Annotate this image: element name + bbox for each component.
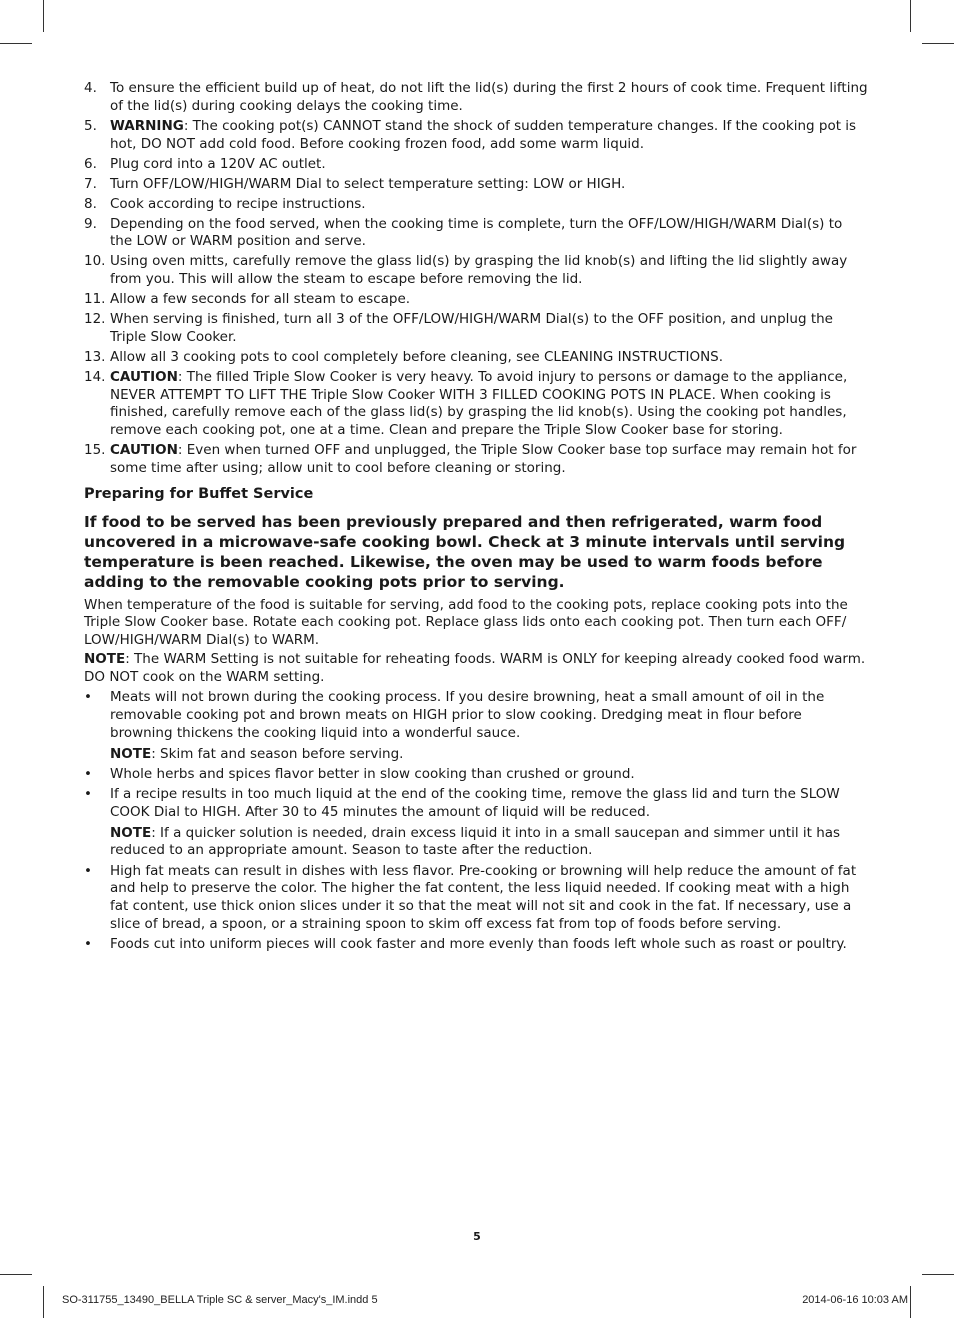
step-number: 13. <box>84 348 106 365</box>
tip-item <box>84 786 868 860</box>
buffet-section-heading: Preparing for Buffet Service <box>84 485 314 502</box>
step-item <box>84 349 868 367</box>
tip-item <box>84 936 868 954</box>
crop-mark-bottom-right-vertical <box>910 1286 911 1318</box>
step-number: 5. <box>84 117 97 134</box>
step-number: 9. <box>84 215 97 232</box>
crop-mark-top-right-horizontal <box>922 43 954 44</box>
crop-mark-top-left-horizontal <box>0 43 32 44</box>
crop-mark-bottom-left-vertical <box>43 1286 44 1318</box>
step-text: Cook according to recipe instructions. <box>110 195 366 212</box>
tip-text: Meats will not brown during the cooking process. If you desire browning, heat a small amount of oil in the removable cooking pot and brown meats on HIGH prior to slow cooking. Dredging meat in flour before browning thickens the cooking liquid into a wonderful sauce. <box>110 689 825 741</box>
step-item <box>84 176 868 194</box>
tip-item <box>84 863 868 934</box>
note-label: NOTE <box>110 824 152 841</box>
bullet-marker: • <box>84 765 92 782</box>
step-text: Turn OFF/LOW/HIGH/WARM Dial to select temperature setting: LOW or HIGH. <box>110 175 626 192</box>
step-text: Allow a few seconds for all steam to escape. <box>110 291 411 308</box>
tip-note <box>110 825 868 861</box>
step-text: To ensure the efficient build up of heat, do not lift the lid(s) during the first 2 hours of cook time. Frequent lifting of the lid(s) during cooking delays the cooking time. <box>110 80 868 114</box>
step-item <box>84 118 868 154</box>
tip-note <box>110 746 868 764</box>
step-item <box>84 156 868 174</box>
step-text: Depending on the food served, when the cooking time is complete, turn the OFF/LOW/HIGH/WARM Dial(s) to the LOW or WARM position and serve. <box>110 215 843 250</box>
step-item <box>84 442 868 478</box>
note-label: NOTE <box>84 651 126 668</box>
bullet-marker: • <box>84 862 92 879</box>
crop-mark-bottom-left-horizontal <box>0 1274 32 1275</box>
bullet-marker: • <box>84 689 92 706</box>
step-text: : The filled Triple Slow Cooker is very heavy. To avoid injury to persons or damage to the appliance, NEVER ATTEMPT TO LIFT THE Triple Slow Cooker WITH 3 FILLED COOKING POTS IN PLACE. When cooking is finished, carefully remove each of the glass lid(s) by grasping the lid knob(s). Using the cooking pot handles, remove each cooking pot, one at a time. Clean and prepare the Triple Slow Cooker base for storing. <box>110 368 848 439</box>
step-number: 4. <box>84 80 97 96</box>
step-text: : The cooking pot(s) CANNOT stand the shock of sudden temperature changes. If the cooking pot is hot, DO NOT add cold food. Before cooking frozen food, add some warm liquid. <box>110 117 857 152</box>
step-number: 10. <box>84 253 106 270</box>
buffet-paragraph: When temperature of the food is suitable for serving, add food to the cooking pots, replace cooking pots into the Triple Slow Cooker base. Rotate each cooking pot. Replace glass lids onto each cooking pot. Then turn each OFF/ LOW/HIGH/WARM Dial(s) to WARM. <box>84 596 848 648</box>
note-label: NOTE <box>110 745 152 762</box>
crop-mark-top-left-vertical <box>43 0 44 32</box>
tip-text: Foods cut into uniform pieces will cook faster and more evenly than foods left whole such as roast or poultry. <box>110 936 847 953</box>
page-content <box>84 80 868 956</box>
bullet-marker: • <box>84 786 92 803</box>
step-item <box>84 216 868 252</box>
buffet-note <box>84 651 868 686</box>
slug-timestamp: 2014-06-16 10:03 AM <box>802 1294 908 1306</box>
step-text: Allow all 3 cooking pots to cool completely before cleaning, see CLEANING INSTRUCTIONS. <box>110 348 724 365</box>
note-text: : If a quicker solution is needed, drain excess liquid it into in a small saucepan and simmer until it has reduced to an appropriate amount. Season to taste after the reduction. <box>110 824 841 859</box>
step-number: 12. <box>84 311 106 328</box>
tip-text: High fat meats can result in dishes with less flavor. Pre-cooking or browning will help reduce the amount of fat and help to preserve the color. The higher the fat content, the less liquid needed. If cooking meat with a high fat content, use thick onion slices under it so that the meat will not sit and cook in the fat. If necessary, use a slice of bread, a spoon, or a straining spoon to skim off excess fat from top of foods before serving. <box>110 862 857 933</box>
step-item <box>84 311 868 347</box>
tips-bullet-list <box>84 689 868 954</box>
crop-mark-bottom-right-horizontal <box>922 1274 954 1275</box>
tip-item <box>84 766 868 784</box>
step-number: 15. <box>84 442 106 459</box>
tip-text: Whole herbs and spices flavor better in slow cooking than crushed or ground. <box>110 765 635 782</box>
step-item <box>84 253 868 289</box>
bullet-marker: • <box>84 936 92 953</box>
step-text: When serving is finished, turn all 3 of the OFF/LOW/HIGH/WARM Dial(s) to the OFF position, and unplug the Triple Slow Cooker. <box>110 311 833 345</box>
buffet-intro: If food to be served has been previously prepared and then refrigerated, warm food uncovered in a microwave-safe cooking bowl. Check at 3 minute intervals until serving temperature is been reached. Likewise, the oven may be used to warm foods before adding to the removable cooking pots prior to serving. <box>84 512 846 591</box>
note-text: : Skim fat and season before serving. <box>151 745 404 762</box>
step-label: WARNING <box>110 117 184 134</box>
step-text: Plug cord into a 120V AC outlet. <box>110 155 326 172</box>
slug-file-info: SO-311755_13490_BELLA Triple SC & server_Macy's_IM.indd 5 <box>62 1294 378 1306</box>
step-number: 14. <box>84 368 106 385</box>
step-label: CAUTION <box>110 368 178 385</box>
step-item <box>84 196 868 214</box>
step-item <box>84 80 868 116</box>
step-number: 11. <box>84 291 106 308</box>
note-text: : The WARM Setting is not suitable for reheating foods. WARM is ONLY for keeping already cooked food warm. DO NOT cook on the WARM setting. <box>84 651 866 685</box>
step-number: 7. <box>84 175 97 192</box>
instruction-steps-list <box>84 80 868 478</box>
page-number: 5 <box>473 1230 481 1243</box>
step-item <box>84 369 868 440</box>
step-text: : Even when turned OFF and unplugged, the Triple Slow Cooker base top surface may remain hot for some time after using; allow unit to cool before cleaning or storing. <box>110 442 857 476</box>
crop-mark-top-right-vertical <box>910 0 911 32</box>
step-text: Using oven mitts, carefully remove the glass lid(s) by grasping the lid knob(s) and lifting the lid slightly away from you. This will allow the steam to escape before removing the lid. <box>110 253 848 288</box>
step-number: 8. <box>84 195 97 212</box>
step-item <box>84 291 868 309</box>
tip-text: If a recipe results in too much liquid at the end of the cooking time, remove the glass lid and turn the SLOW COOK Dial to HIGH. After 30 to 45 minutes the amount of liquid will be reduced. <box>110 786 840 820</box>
step-number: 6. <box>84 155 97 172</box>
tip-item <box>84 689 868 763</box>
step-label: CAUTION <box>110 442 178 459</box>
